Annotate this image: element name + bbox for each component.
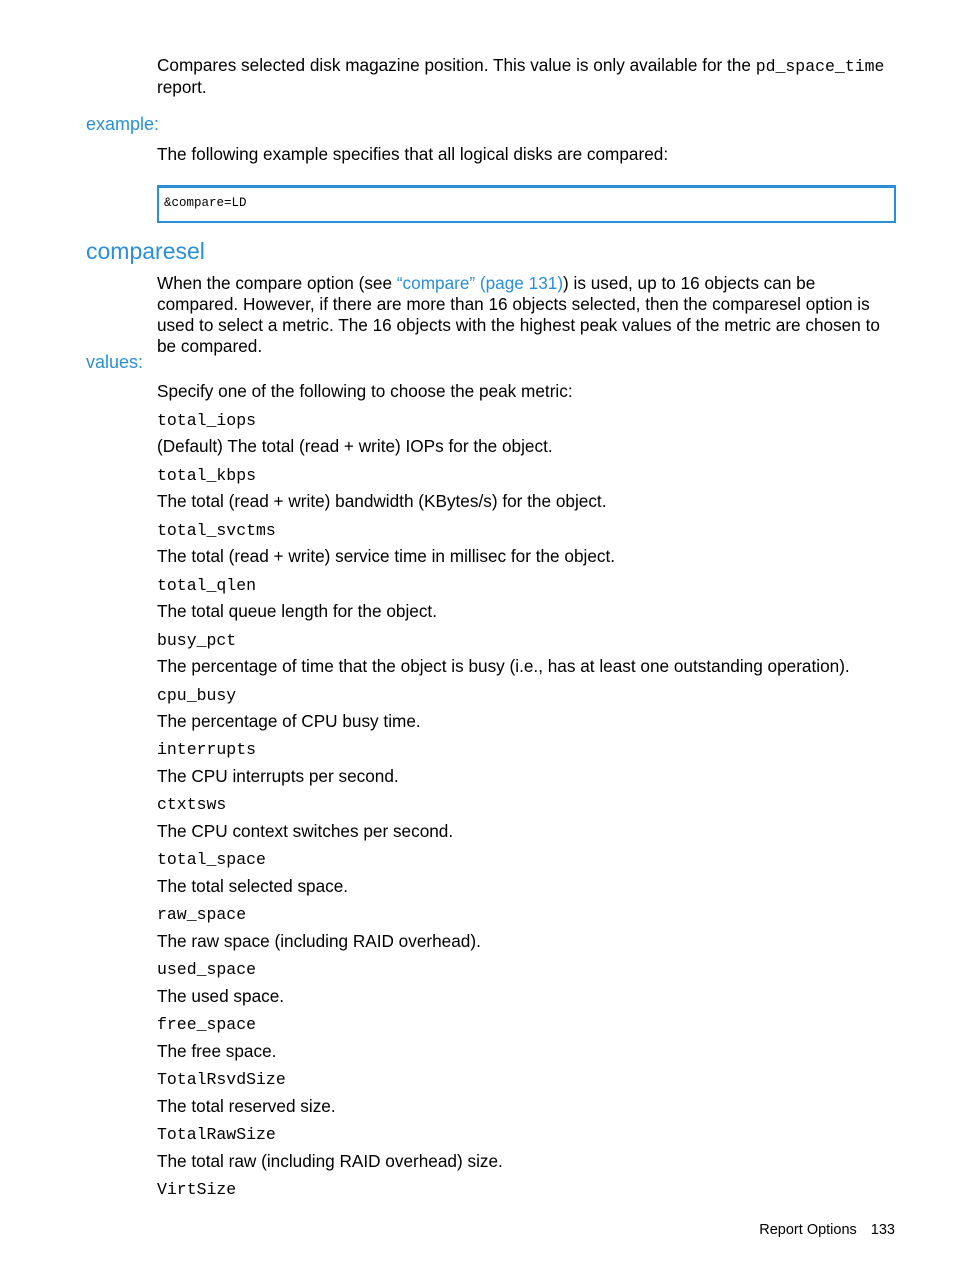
term-total-kbps: total_kbps [157, 466, 257, 485]
values-intro: Specify one of the following to choose the peak metric: [157, 381, 573, 401]
desc-raw-space: The raw space (including RAID overhead). [157, 931, 481, 951]
values-heading: values: [86, 352, 144, 372]
term-free-space: free_space [157, 1015, 257, 1034]
desc-interrupts: The CPU interrupts per second. [157, 766, 399, 786]
term-raw-space: raw_space [157, 905, 247, 924]
comparesel-text-start: When the compare option (see [157, 273, 397, 293]
desc-free-space: The free space. [157, 1041, 277, 1061]
desc-total-rsvd-size: The total reserved size. [157, 1096, 336, 1116]
term-total-raw-size: TotalRawSize [157, 1125, 276, 1144]
desc-total-space: The total selected space. [157, 876, 349, 896]
code-block-text: &compare=LD [164, 196, 247, 210]
term-cpu-busy: cpu_busy [157, 686, 237, 705]
page-footer [759, 1222, 895, 1238]
intro-text: Compares selected disk magazine position. This value is only available for the [157, 55, 756, 75]
example-heading: example: [86, 114, 160, 134]
term-busy-pct: busy_pct [157, 631, 237, 650]
desc-busy-pct: The percentage of time that the object is busy (i.e., has at least one outstanding operation). [157, 656, 850, 676]
desc-total-iops: (Default) The total (read + write) IOPs for the object. [157, 436, 553, 456]
term-virt-size: VirtSize [157, 1180, 237, 1199]
desc-total-qlen: The total queue length for the object. [157, 601, 437, 621]
inline-code-pd-space-time: pd_space_time [755, 57, 885, 76]
desc-ctxtsws: The CPU context switches per second. [157, 821, 454, 841]
comparesel-paragraph [157, 273, 899, 357]
code-block [157, 185, 896, 223]
section-title-comparesel: comparesel [86, 238, 205, 264]
page-number: 133 [870, 1222, 895, 1238]
desc-cpu-busy: The percentage of CPU busy time. [157, 711, 421, 731]
term-total-rsvd-size: TotalRsvdSize [157, 1070, 286, 1089]
desc-total-raw-size: The total raw (including RAID overhead) size. [157, 1151, 503, 1171]
term-ctxtsws: ctxtsws [157, 795, 227, 814]
desc-used-space: The used space. [157, 986, 285, 1006]
footer-section-name: Report Options [759, 1222, 857, 1238]
compare-page-link[interactable]: “compare” (page 131) [396, 273, 564, 293]
intro-text-end: report. [157, 77, 207, 97]
desc-total-kbps: The total (read + write) bandwidth (KBytes/s) for the object. [157, 491, 607, 511]
desc-total-svctms: The total (read + write) service time in millisec for the object. [157, 546, 616, 566]
example-text: The following example specifies that all logical disks are compared: [157, 144, 669, 164]
term-interrupts: interrupts [157, 740, 257, 759]
term-used-space: used_space [157, 960, 257, 979]
term-total-svctms: total_svctms [157, 521, 276, 540]
term-total-space: total_space [157, 850, 266, 869]
comparesel-text-end: ) is used, up to 16 objects can be compared. However, if there are more than 16 objects selected, then the comparesel option is used to select a metric. The 16 objects with the highest peak values of the metric are chosen to be compared. [157, 273, 880, 356]
term-total-qlen: total_qlen [157, 576, 257, 595]
term-total-iops: total_iops [157, 411, 257, 430]
intro-paragraph [157, 55, 902, 98]
